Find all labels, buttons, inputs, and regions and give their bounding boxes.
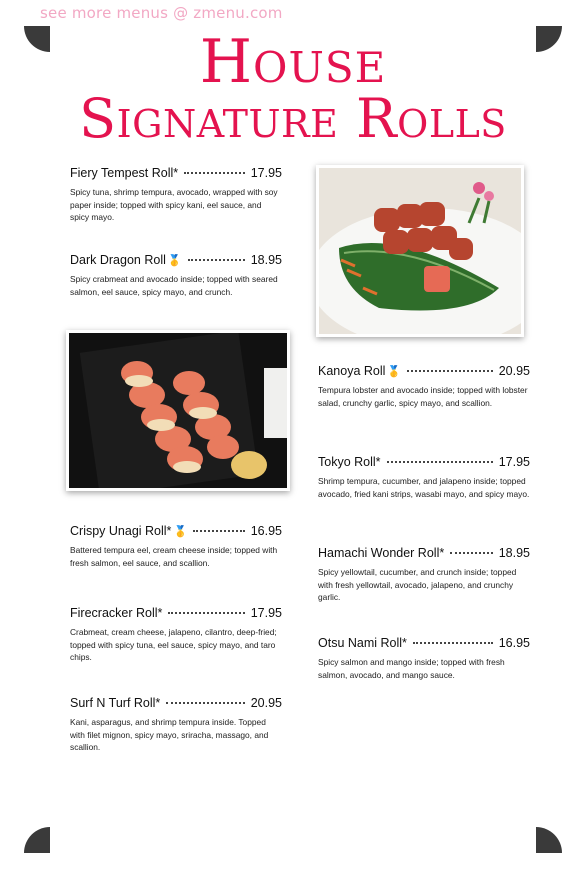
item-price: 17.95 xyxy=(498,455,530,469)
item-name: Otsu Nami Roll* xyxy=(318,636,407,650)
item-name: Firecracker Roll* xyxy=(70,606,163,620)
page-title-line-2: Signature Rolls xyxy=(79,87,507,150)
page-title-line-1: House xyxy=(199,27,387,97)
medal-icon: 🥇 xyxy=(167,255,182,267)
medal-icon: 🥇 xyxy=(387,366,402,378)
menu-item-hamachi-wonder xyxy=(318,546,530,604)
dot-leader xyxy=(193,530,245,532)
corner-ornament-bottom-right xyxy=(536,827,562,853)
corner-ornament-bottom-left xyxy=(24,827,50,853)
item-name: Hamachi Wonder Roll* xyxy=(318,546,445,560)
item-price: 18.95 xyxy=(250,253,282,267)
item-description: Kani, asparagus, and shrimp tempura inside. Topped with filet mignon, spicy mayo, sriracha, massago, and scallion. xyxy=(70,717,269,752)
item-price: 18.95 xyxy=(498,546,530,560)
menu-item-fiery-tempest xyxy=(70,166,282,224)
item-description: Battered tempura eel, cream cheese inside; topped with fresh salmon, eel sauce, and scallion. xyxy=(70,545,278,568)
item-name: Surf N Turf Roll* xyxy=(70,696,161,710)
item-description: Shrimp tempura, cucumber, and jalapeno inside; topped avocado, fried kani strips, wasabi mayo, and spicy mayo. xyxy=(318,476,530,499)
item-price: 20.95 xyxy=(498,364,530,378)
menu-item-otsu-nami xyxy=(318,636,530,681)
dot-leader xyxy=(166,702,244,704)
menu-item-firecracker xyxy=(70,606,282,664)
item-description: Spicy salmon and mango inside; topped with fresh salmon, avocado, and mango sauce. xyxy=(318,657,505,680)
item-name: Fiery Tempest Roll* xyxy=(70,166,179,180)
sushi-plate-photo xyxy=(316,165,524,337)
dot-leader xyxy=(188,259,245,261)
dot-leader xyxy=(168,612,244,614)
item-name: Crispy Unagi Roll* xyxy=(70,524,172,538)
item-price: 16.95 xyxy=(250,524,282,538)
medal-icon: 🥇 xyxy=(173,526,188,538)
dot-leader xyxy=(450,552,493,554)
dot-leader xyxy=(413,642,493,644)
item-description: Tempura lobster and avocado inside; topped with lobster salad, crunchy garlic, spicy mayo, and scallion. xyxy=(318,385,528,408)
dot-leader xyxy=(407,370,493,372)
menu-item-dark-dragon xyxy=(70,253,282,298)
menu-item-surf-n-turf xyxy=(70,696,282,754)
item-description: Spicy crabmeat and avocado inside; topped with seared salmon, eel sauce, spicy mayo, and crunch. xyxy=(70,274,278,297)
dot-leader xyxy=(184,172,245,174)
watermark[interactable]: see more menus @ zmenu.com xyxy=(40,4,283,22)
menu-item-crispy-unagi xyxy=(70,524,282,569)
item-name: Tokyo Roll* xyxy=(318,455,381,469)
item-name: Kanoya Roll xyxy=(318,364,386,378)
item-price: 20.95 xyxy=(250,696,282,710)
menu-item-tokyo xyxy=(318,455,530,500)
item-price: 17.95 xyxy=(250,166,282,180)
menu-item-kanoya xyxy=(318,364,530,409)
item-description: Crabmeat, cream cheese, jalapeno, cilantro, deep-fried; topped with spicy tuna, eel sauce, spicy mayo, and taro chips. xyxy=(70,627,277,662)
item-price: 16.95 xyxy=(498,636,530,650)
item-name: Dark Dragon Roll xyxy=(70,253,166,267)
item-description: Spicy tuna, shrimp tempura, avocado, wrapped with soy paper inside; topped with spicy kani, eel sauce, and spicy mayo. xyxy=(70,187,278,222)
dot-leader xyxy=(387,461,493,463)
sushi-black-plate-photo xyxy=(66,330,290,491)
item-description: Spicy yellowtail, cucumber, and crunch inside; topped with fresh yellowtail, avocado, jalapeno, and crunchy garlic. xyxy=(318,567,517,602)
item-price: 17.95 xyxy=(250,606,282,620)
